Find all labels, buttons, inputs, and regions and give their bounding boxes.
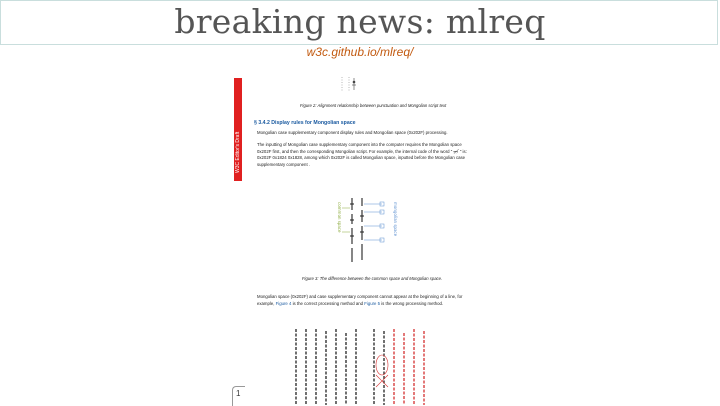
figure3-caption: Figure 3: The difference between the common space and Mongolian space.	[302, 276, 443, 281]
svg-text:mongolian space: mongolian space	[393, 202, 398, 237]
paragraph-3-text-a: Mongolian space (0x202F) and case supplementary component cannot appear at the beginning of a line, for example,	[257, 294, 463, 306]
figure4-5-image	[290, 325, 440, 405]
figure3-image	[332, 196, 408, 266]
editors-draft-tab[interactable]	[234, 78, 242, 181]
figure4-link[interactable]: Figure 4	[275, 300, 292, 306]
page-corner	[232, 386, 245, 406]
paragraph-3-text-b: is the correct processing method and	[291, 300, 365, 306]
paragraph-3-text-c: is the wrong processing method.	[380, 300, 444, 306]
paragraph-1: Mongolian case supplementary component display rules and Mongolian space (0x202F) processing.	[257, 130, 448, 135]
svg-text:common space: common space	[337, 202, 342, 233]
figure2-caption: Figure 2: Alignment relationship between punctuation and Mongolian script text	[300, 103, 447, 108]
section-heading: § 3.4.2 Display rules for Mongolian space	[254, 120, 356, 126]
figure2-image	[340, 75, 360, 93]
paragraph-2: The inputting of Mongolian case supplementary component into the computer requires the Mongolian space 0x202F first, and then the corresponding Mongolian script. For example, the internal code of the word " ᠶᠢᠨ " is: 0x202F 0x1824 0x1828, among which 0x202F is called Mongolian space, inputted before the Mongolian case supplementary component .	[257, 142, 467, 167]
slide-title: breaking news: mlreq	[174, 2, 546, 41]
paragraph-3	[257, 294, 477, 307]
page-number: 1	[236, 389, 241, 398]
draft-tab-label: W3C Editor's Draft	[235, 131, 241, 173]
figure5-link[interactable]: Figure 5	[364, 300, 381, 306]
mlreq-link[interactable]: w3c.github.io/mlreq/	[306, 45, 414, 59]
